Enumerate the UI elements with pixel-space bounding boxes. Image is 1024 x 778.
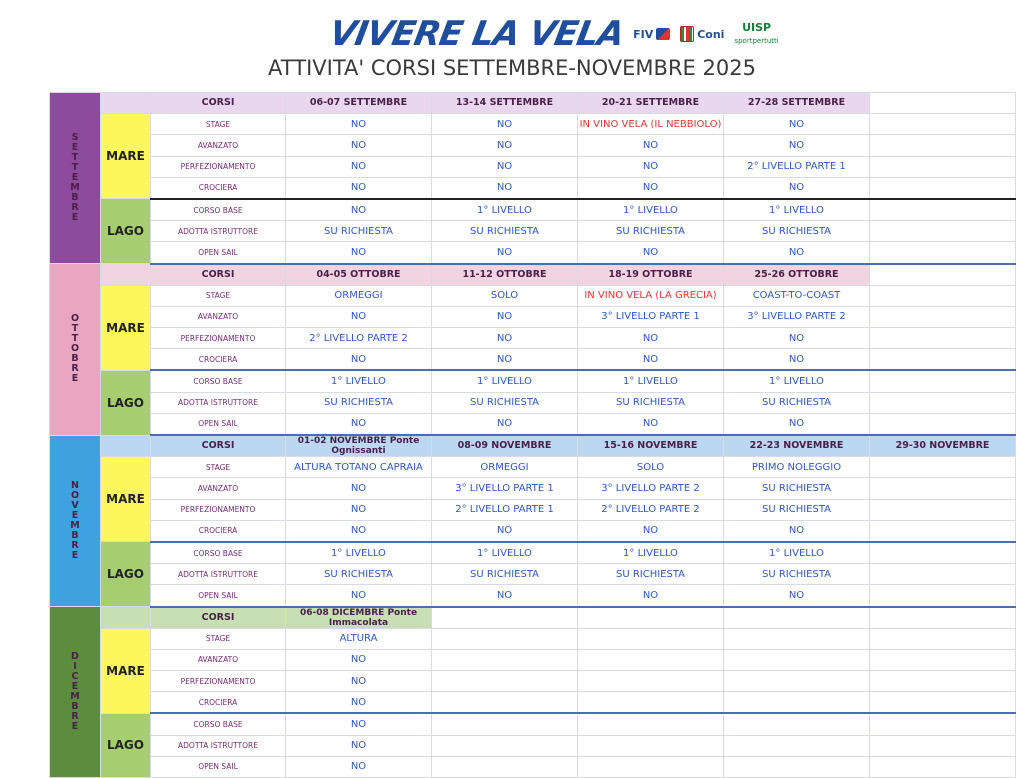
row-dicembre-perfezionamento — [50, 671, 1016, 692]
row-dicembre-open_sail — [50, 756, 1016, 777]
date-header — [578, 607, 724, 629]
schedule-cell: SU RICHIESTA — [286, 221, 432, 242]
schedule-cell — [870, 285, 1016, 306]
header-spacer — [101, 264, 151, 286]
schedule-cell: 1° LIVELLO — [432, 542, 578, 564]
schedule-cell: NO — [286, 649, 432, 670]
schedule-cell: 1° LIVELLO — [724, 199, 870, 221]
schedule-cell: NO — [578, 413, 724, 435]
schedule-cell: NO — [286, 242, 432, 264]
row-novembre-crociera — [50, 520, 1016, 542]
row-novembre-stage — [50, 457, 1016, 478]
corsi-header: CORSI — [151, 435, 286, 457]
schedule-cell: NO — [724, 114, 870, 135]
schedule-cell: NO — [286, 177, 432, 199]
course-type-perfezionamento: PERFEZIONAMENTO — [151, 499, 286, 520]
schedule-cell — [432, 735, 578, 756]
page-title: ATTIVITA' CORSI SETTEMBRE-NOVEMBRE 2025 — [268, 56, 756, 80]
row-novembre-avanzato — [50, 478, 1016, 499]
schedule-cell: SU RICHIESTA — [724, 221, 870, 242]
header-spacer — [101, 93, 151, 114]
schedule-cell — [870, 478, 1016, 499]
schedule-cell: NO — [432, 585, 578, 607]
schedule-cell — [724, 756, 870, 777]
schedule-cell — [578, 649, 724, 670]
schedule-cell: ALTURA TOTANO CAPRAIA — [286, 457, 432, 478]
schedule-cell: SU RICHIESTA — [432, 392, 578, 413]
schedule-cell: 1° LIVELLO — [724, 542, 870, 564]
schedule-cell: NO — [724, 135, 870, 156]
schedule-cell: NO — [578, 135, 724, 156]
corsi-header: CORSI — [151, 607, 286, 629]
row-ottobre-adotta — [50, 392, 1016, 413]
row-settembre-adotta — [50, 221, 1016, 242]
row-ottobre-stage — [50, 285, 1016, 306]
schedule-cell: 1° LIVELLO — [432, 199, 578, 221]
course-type-adotta: ADOTTA ISTRUTTORE — [151, 221, 286, 242]
schedule-cell: ALTURA — [286, 628, 432, 649]
row-settembre-avanzato — [50, 135, 1016, 156]
schedule-cell: SU RICHIESTA — [578, 564, 724, 585]
schedule-cell: 3° LIVELLO PARTE 2 — [724, 306, 870, 327]
course-type-avanzato: AVANZATO — [151, 649, 286, 670]
schedule-cell: NO — [286, 114, 432, 135]
date-header: 13-14 SETTEMBRE — [432, 93, 578, 114]
course-type-perfezionamento: PERFEZIONAMENTO — [151, 671, 286, 692]
lago-label: LAGO — [101, 542, 151, 607]
course-type-crociera: CROCIERA — [151, 349, 286, 371]
schedule-cell: 2° LIVELLO PARTE 2 — [578, 499, 724, 520]
row-dicembre-avanzato — [50, 649, 1016, 670]
schedule-cell: NO — [724, 413, 870, 435]
course-type-corso_base: CORSO BASE — [151, 370, 286, 392]
schedule-cell: NO — [432, 114, 578, 135]
schedule-cell: NO — [286, 349, 432, 371]
row-dicembre-stage — [50, 628, 1016, 649]
course-type-crociera: CROCIERA — [151, 177, 286, 199]
schedule-cell: COAST-TO-COAST — [724, 285, 870, 306]
mare-label: MARE — [101, 628, 151, 713]
schedule-cell — [870, 221, 1016, 242]
course-type-stage: STAGE — [151, 628, 286, 649]
row-ottobre-open_sail — [50, 413, 1016, 435]
schedule-cell — [578, 628, 724, 649]
schedule-cell — [870, 628, 1016, 649]
schedule-cell: 1° LIVELLO — [578, 199, 724, 221]
month-header-row-novembre — [50, 435, 1016, 457]
schedule-cell: SOLO — [578, 457, 724, 478]
date-header: 25-26 OTTOBRE — [724, 264, 870, 286]
schedule-cell — [724, 735, 870, 756]
course-type-stage: STAGE — [151, 457, 286, 478]
schedule-cell — [870, 564, 1016, 585]
schedule-cell — [870, 520, 1016, 542]
schedule-cell — [578, 671, 724, 692]
mare-label: MARE — [101, 114, 151, 199]
schedule-cell — [432, 713, 578, 735]
date-header: 08-09 NOVEMBRE — [432, 435, 578, 457]
date-header: 06-07 SETTEMBRE — [286, 93, 432, 114]
schedule-cell — [870, 713, 1016, 735]
schedule-cell: NO — [286, 499, 432, 520]
schedule-cell: 2° LIVELLO PARTE 1 — [432, 499, 578, 520]
month-label-novembre: N O V E M B R E — [50, 435, 101, 607]
date-header: 20-21 SETTEMBRE — [578, 93, 724, 114]
schedule-cell: NO — [432, 328, 578, 349]
schedule-cell — [578, 756, 724, 777]
mare-label: MARE — [101, 285, 151, 370]
month-header-row-dicembre — [50, 607, 1016, 629]
schedule-cell: NO — [578, 520, 724, 542]
corsi-header: CORSI — [151, 93, 286, 114]
month-label-dicembre: D I C E M B R E — [50, 607, 101, 778]
course-type-stage: STAGE — [151, 285, 286, 306]
schedule-cell: NO — [286, 135, 432, 156]
schedule-cell — [870, 199, 1016, 221]
course-type-adotta: ADOTTA ISTRUTTORE — [151, 735, 286, 756]
lago-label: LAGO — [101, 713, 151, 777]
schedule-cell: IN VINO VELA (IL NEBBIOLO) — [578, 114, 724, 135]
date-header: 11-12 OTTOBRE — [432, 264, 578, 286]
row-ottobre-corso_base — [50, 370, 1016, 392]
schedule-cell: NO — [286, 692, 432, 714]
schedule-cell: 1° LIVELLO — [286, 542, 432, 564]
schedule-cell: NO — [286, 306, 432, 327]
schedule-cell: 1° LIVELLO — [286, 370, 432, 392]
date-header: 15-16 NOVEMBRE — [578, 435, 724, 457]
schedule-cell: NO — [432, 177, 578, 199]
schedule-cell: NO — [578, 585, 724, 607]
course-type-stage: STAGE — [151, 114, 286, 135]
schedule-cell — [724, 671, 870, 692]
schedule-cell — [432, 671, 578, 692]
schedule-cell: SU RICHIESTA — [578, 221, 724, 242]
row-novembre-corso_base — [50, 542, 1016, 564]
row-ottobre-perfezionamento — [50, 328, 1016, 349]
schedule-cell — [870, 328, 1016, 349]
schedule-cell: 3° LIVELLO PARTE 2 — [578, 478, 724, 499]
schedule-cell: NO — [578, 156, 724, 177]
month-header-row-ottobre — [50, 264, 1016, 286]
schedule-cell: 1° LIVELLO — [578, 370, 724, 392]
schedule-cell: 3° LIVELLO PARTE 1 — [432, 478, 578, 499]
schedule-cell: 3° LIVELLO PARTE 1 — [578, 306, 724, 327]
schedule-cell — [724, 713, 870, 735]
course-type-avanzato: AVANZATO — [151, 478, 286, 499]
schedule-cell: NO — [432, 242, 578, 264]
lago-label: LAGO — [101, 199, 151, 264]
date-header — [432, 607, 578, 629]
schedule-cell: NO — [578, 349, 724, 371]
schedule-cell — [870, 735, 1016, 756]
schedule-cell — [870, 413, 1016, 435]
schedule-cell — [870, 135, 1016, 156]
schedule-cell: NO — [286, 156, 432, 177]
schedule-cell: NO — [286, 713, 432, 735]
schedule-cell: IN VINO VELA (LA GRECIA) — [578, 285, 724, 306]
schedule-cell: SU RICHIESTA — [724, 478, 870, 499]
schedule-cell: 2° LIVELLO PARTE 1 — [724, 156, 870, 177]
schedule-cell — [870, 692, 1016, 714]
schedule-cell — [870, 649, 1016, 670]
schedule-cell: NO — [724, 520, 870, 542]
schedule-cell: NO — [578, 177, 724, 199]
schedule-cell: NO — [432, 349, 578, 371]
schedule-cell — [870, 392, 1016, 413]
month-label-settembre: S E T T E M B R E — [50, 93, 101, 264]
schedule-cell — [870, 306, 1016, 327]
logo-row — [326, 14, 779, 54]
schedule-cell — [432, 756, 578, 777]
course-type-perfezionamento: PERFEZIONAMENTO — [151, 156, 286, 177]
schedule-cell — [578, 692, 724, 714]
schedule-cell: NO — [432, 156, 578, 177]
row-dicembre-crociera — [50, 692, 1016, 714]
schedule-cell — [870, 114, 1016, 135]
schedule-cell: SU RICHIESTA — [432, 564, 578, 585]
date-header: 04-05 OTTOBRE — [286, 264, 432, 286]
course-type-perfezionamento: PERFEZIONAMENTO — [151, 328, 286, 349]
row-settembre-crociera — [50, 177, 1016, 199]
schedule-cell: ORMEGGI — [286, 285, 432, 306]
month-label-ottobre: O T T O B R E — [50, 264, 101, 436]
schedule-cell: NO — [578, 328, 724, 349]
header-spacer — [101, 607, 151, 629]
schedule-cell: NO — [286, 413, 432, 435]
course-type-open_sail: OPEN SAIL — [151, 585, 286, 607]
schedule-cell: NO — [286, 520, 432, 542]
course-type-corso_base: CORSO BASE — [151, 542, 286, 564]
row-dicembre-corso_base — [50, 713, 1016, 735]
coni-logo: Coni — [680, 26, 724, 42]
date-header: 22-23 NOVEMBRE — [724, 435, 870, 457]
schedule-cell: 1° LIVELLO — [724, 370, 870, 392]
date-header: 27-28 SETTEMBRE — [724, 93, 870, 114]
row-ottobre-avanzato — [50, 306, 1016, 327]
course-type-avanzato: AVANZATO — [151, 306, 286, 327]
schedule-cell: ORMEGGI — [432, 457, 578, 478]
schedule-cell: SU RICHIESTA — [724, 499, 870, 520]
date-header: 18-19 OTTOBRE — [578, 264, 724, 286]
schedule-cell — [870, 756, 1016, 777]
fiv-icon — [656, 28, 670, 40]
schedule-cell: SU RICHIESTA — [724, 564, 870, 585]
row-settembre-stage — [50, 114, 1016, 135]
schedule-table — [49, 92, 1016, 778]
mare-label: MARE — [101, 457, 151, 542]
schedule-cell: 1° LIVELLO — [432, 370, 578, 392]
schedule-cell: NO — [724, 585, 870, 607]
uisp-logo: UISP sportpertutti — [734, 20, 779, 45]
schedule-cell: NO — [432, 306, 578, 327]
schedule-cell: SU RICHIESTA — [286, 564, 432, 585]
schedule-cell — [870, 671, 1016, 692]
schedule-cell: 1° LIVELLO — [578, 542, 724, 564]
schedule-cell — [724, 628, 870, 649]
schedule-cell: SOLO — [432, 285, 578, 306]
schedule-cell: SU RICHIESTA — [724, 392, 870, 413]
course-type-open_sail: OPEN SAIL — [151, 413, 286, 435]
schedule-cell — [578, 713, 724, 735]
schedule-cell — [432, 649, 578, 670]
header-spacer — [101, 435, 151, 457]
schedule-cell: SU RICHIESTA — [286, 392, 432, 413]
schedule-cell — [870, 349, 1016, 371]
schedule-cell: NO — [286, 199, 432, 221]
schedule-cell: NO — [286, 735, 432, 756]
schedule-cell — [870, 542, 1016, 564]
schedule-cell: NO — [286, 756, 432, 777]
schedule-cell — [724, 692, 870, 714]
schedule-cell — [724, 649, 870, 670]
row-novembre-open_sail — [50, 585, 1016, 607]
fiv-logo: FIV — [633, 28, 670, 41]
schedule-cell: NO — [286, 671, 432, 692]
schedule-cell — [870, 499, 1016, 520]
date-header — [870, 93, 1016, 114]
lago-label: LAGO — [101, 370, 151, 435]
course-type-corso_base: CORSO BASE — [151, 199, 286, 221]
schedule-cell: NO — [724, 242, 870, 264]
row-ottobre-crociera — [50, 349, 1016, 371]
schedule-cell — [432, 692, 578, 714]
schedule-cell: SU RICHIESTA — [432, 221, 578, 242]
date-header — [724, 607, 870, 629]
schedule-cell: 2° LIVELLO PARTE 2 — [286, 328, 432, 349]
course-type-adotta: ADOTTA ISTRUTTORE — [151, 564, 286, 585]
course-type-adotta: ADOTTA ISTRUTTORE — [151, 392, 286, 413]
schedule-cell: NO — [432, 520, 578, 542]
course-type-crociera: CROCIERA — [151, 692, 286, 714]
header — [0, 0, 1024, 90]
date-header — [870, 264, 1016, 286]
course-type-avanzato: AVANZATO — [151, 135, 286, 156]
schedule-cell: NO — [286, 585, 432, 607]
date-header — [870, 607, 1016, 629]
schedule-cell: SU RICHIESTA — [578, 392, 724, 413]
row-settembre-perfezionamento — [50, 156, 1016, 177]
vivere-la-vela-logo: VIVERE LA VELA — [326, 14, 627, 54]
course-type-corso_base: CORSO BASE — [151, 713, 286, 735]
course-type-open_sail: OPEN SAIL — [151, 242, 286, 264]
schedule-cell — [870, 177, 1016, 199]
schedule-cell: NO — [724, 349, 870, 371]
schedule-cell — [870, 242, 1016, 264]
schedule-cell — [432, 628, 578, 649]
date-header: 06-08 DICEMBRE Ponte Immacolata — [286, 607, 432, 629]
schedule-cell: PRIMO NOLEGGIO — [724, 457, 870, 478]
schedule-cell — [870, 585, 1016, 607]
schedule-cell: NO — [286, 478, 432, 499]
schedule-cell — [870, 370, 1016, 392]
schedule-cell — [870, 156, 1016, 177]
schedule-cell: NO — [432, 413, 578, 435]
coni-icon — [680, 26, 694, 42]
row-settembre-open_sail — [50, 242, 1016, 264]
corsi-header: CORSI — [151, 264, 286, 286]
course-type-open_sail: OPEN SAIL — [151, 756, 286, 777]
date-header: 29-30 NOVEMBRE — [870, 435, 1016, 457]
row-settembre-corso_base — [50, 199, 1016, 221]
schedule-cell — [870, 457, 1016, 478]
schedule-cell — [578, 735, 724, 756]
row-novembre-perfezionamento — [50, 499, 1016, 520]
schedule-cell: NO — [578, 242, 724, 264]
course-type-crociera: CROCIERA — [151, 520, 286, 542]
schedule-cell: NO — [724, 328, 870, 349]
month-header-row-settembre — [50, 93, 1016, 114]
row-novembre-adotta — [50, 564, 1016, 585]
date-header: 01-02 NOVEMBRE Ponte Ognissanti — [286, 435, 432, 457]
schedule-cell: NO — [724, 177, 870, 199]
row-dicembre-adotta — [50, 735, 1016, 756]
schedule-cell: NO — [432, 135, 578, 156]
